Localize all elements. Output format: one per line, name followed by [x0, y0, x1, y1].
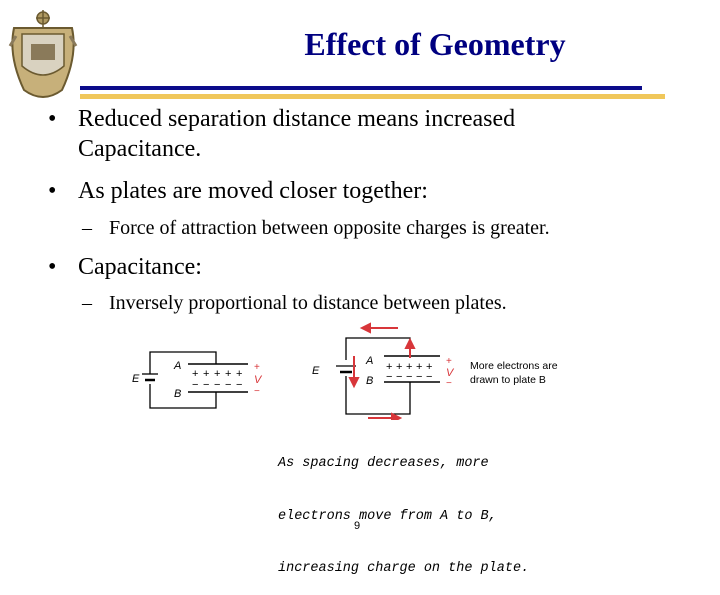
- bullet-text: Capacitance:: [78, 254, 202, 280]
- right-note-line-1: More electrons are: [470, 360, 558, 372]
- bullet-text-line-2: Capacitance.: [78, 136, 202, 162]
- title-rule-gold: [80, 94, 665, 99]
- svg-text:+: +: [192, 368, 199, 380]
- svg-text:+: +: [396, 361, 403, 373]
- right-note-line-2: drawn to plate B: [470, 374, 546, 386]
- svg-text:+: +: [416, 361, 423, 373]
- slide-title: Effect of Geometry: [304, 26, 566, 62]
- svg-text:+: +: [386, 361, 393, 373]
- svg-text:−: −: [214, 379, 221, 391]
- bullet-marker: •: [48, 106, 57, 132]
- right-source-label: E: [312, 365, 320, 377]
- left-source-label: E: [132, 373, 140, 385]
- subbullet-text: Inversely proportional to distance between plates.: [109, 292, 507, 314]
- svg-text:−: −: [192, 379, 199, 391]
- right-plus-sign: +: [446, 356, 452, 367]
- right-minus-sign: −: [446, 378, 452, 389]
- svg-text:+: +: [426, 361, 433, 373]
- svg-text:+: +: [203, 368, 210, 380]
- subbullet-marker: –: [82, 292, 92, 314]
- title-rule-blue: [80, 86, 642, 90]
- left-plate-a-label: A: [174, 360, 182, 372]
- bullet-text-line-1: Reduced separation distance means increased: [78, 106, 516, 132]
- svg-text:+: +: [225, 368, 232, 380]
- right-plate-a-label: A: [366, 355, 374, 367]
- caption-line-2: electrons move from A to B,: [278, 508, 497, 524]
- page-number: 9: [354, 520, 361, 532]
- svg-text:+: +: [214, 368, 221, 380]
- subbullet-text: Force of attraction between opposite charges is greater.: [109, 217, 550, 239]
- svg-text:−: −: [386, 371, 393, 383]
- svg-text:−: −: [203, 379, 210, 391]
- right-circuit-diagram: [306, 320, 576, 420]
- svg-text:−: −: [426, 371, 433, 383]
- svg-text:−: −: [225, 379, 232, 391]
- figure-caption: [278, 420, 529, 595]
- left-voltage-label: V: [254, 374, 262, 386]
- caption-line-3: increasing charge on the plate.: [278, 561, 530, 576]
- left-minus-sign: −: [254, 386, 260, 397]
- left-circuit-diagram: [128, 344, 274, 414]
- bullet-marker: •: [48, 178, 57, 204]
- svg-text:−: −: [406, 371, 413, 383]
- caption-line-1: As spacing decreases, more: [278, 456, 489, 471]
- svg-text:−: −: [236, 379, 243, 391]
- svg-text:+: +: [236, 368, 243, 380]
- svg-text:+: +: [406, 361, 413, 373]
- right-voltage-label: V: [446, 367, 454, 379]
- left-plus-sign: +: [254, 362, 260, 373]
- left-plate-b-label: B: [174, 388, 182, 400]
- svg-text:−: −: [416, 371, 423, 383]
- academy-crest-logo: [6, 6, 80, 104]
- svg-text:−: −: [396, 371, 403, 383]
- subbullet-marker: –: [82, 217, 92, 239]
- right-plate-b-label: B: [366, 375, 374, 387]
- bullet-text: As plates are moved closer together:: [78, 178, 428, 204]
- bullet-marker: •: [48, 254, 57, 280]
